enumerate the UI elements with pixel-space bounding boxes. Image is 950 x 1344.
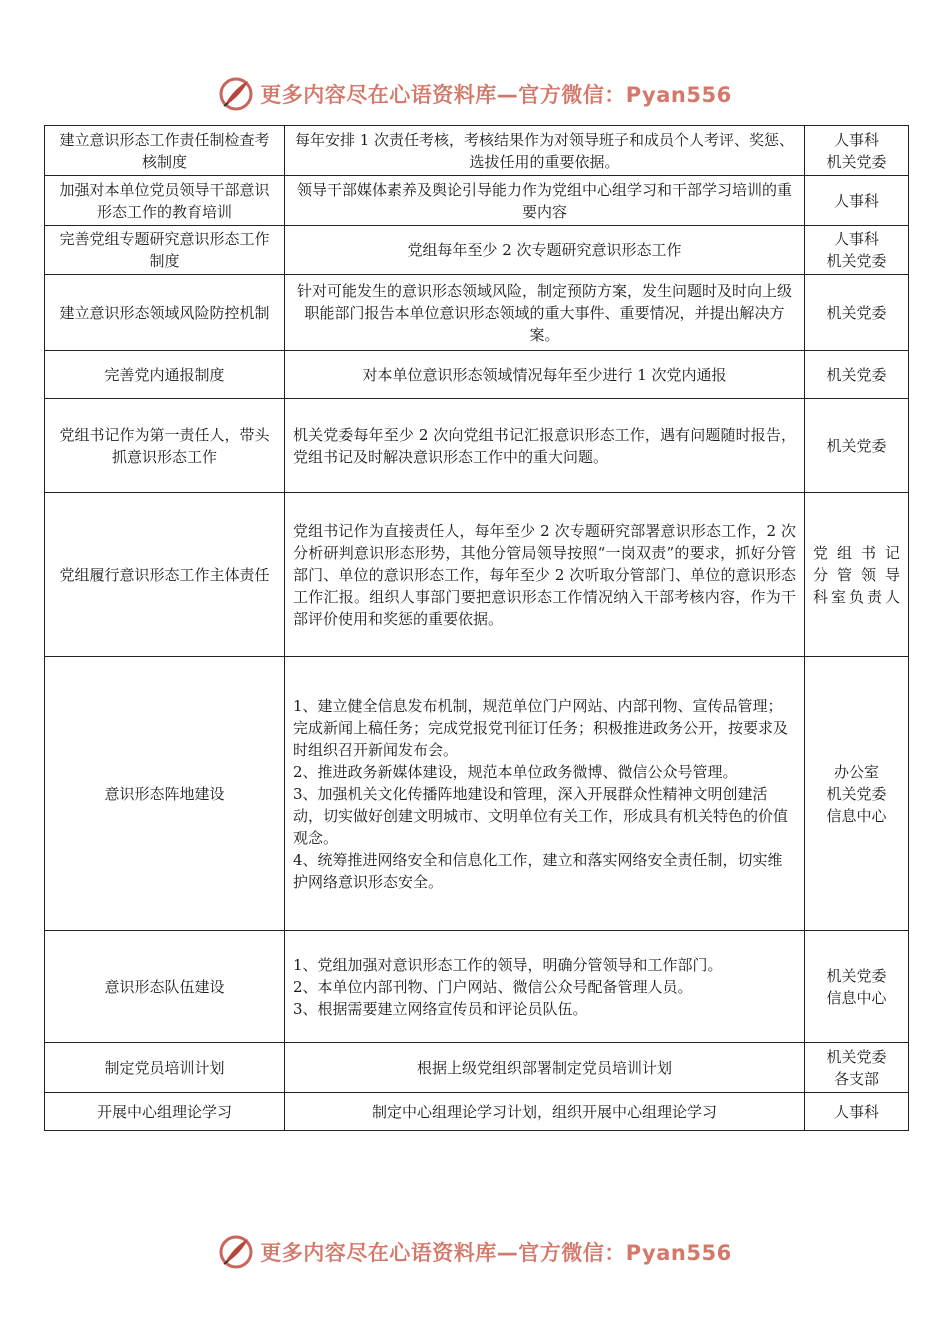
- item-cell: 加强对本单位党员领导干部意识形态工作的教育培训: [45, 176, 285, 226]
- dept-cell: 机关党委 各支部: [805, 1043, 909, 1093]
- pen-circle-logo-icon: [218, 76, 254, 112]
- banner-text: 更多内容尽在心语资料库—官方微信：Pyan556: [260, 83, 732, 107]
- table-row: [45, 1093, 909, 1131]
- dept-cell: 机关党委: [805, 275, 909, 351]
- responsibility-table: [44, 125, 909, 1131]
- table-row: [45, 493, 909, 657]
- header-banner: [0, 72, 950, 116]
- dept-line: 科室负责人: [813, 587, 900, 606]
- pen-circle-logo-icon: [218, 1234, 254, 1270]
- dept-line: 党组书记: [813, 543, 900, 562]
- dept-cell: 机关党委 信息中心: [805, 931, 909, 1043]
- content-cell: 1、建立健全信息发布机制，规范单位门户网站、内部刊物、宣传品管理；完成新闻上稿任务；完成党报党刊征订任务；积极推进政务公开，按要求及时组织召开新闻发布会。 2、推进政务新媒体建设，规范本单位政务微博、微信公众号管理。 3、加强机关文化传播阵地建设和管理，深入开展群众性精神文明创建活动，切实做好创建文明城市、文明单位有关工作，形成具有机关特色的价值观念。 4、统筹推进网络安全和信息化工作，建立和落实网络安全责任制，切实维护网络意识形态安全。: [285, 657, 805, 931]
- content-cell: 领导干部媒体素养及舆论引导能力作为党组中心组学习和干部学习培训的重要内容: [285, 176, 805, 226]
- content-cell: 制定中心组理论学习计划，组织开展中心组理论学习: [285, 1093, 805, 1131]
- item-cell: 意识形态阵地建设: [45, 657, 285, 931]
- table-row: [45, 275, 909, 351]
- banner-text: 更多内容尽在心语资料库—官方微信：Pyan556: [260, 1241, 732, 1265]
- dept-line: 分管领导: [813, 565, 900, 584]
- dept-cell: 机关党委: [805, 399, 909, 493]
- table-row: [45, 226, 909, 275]
- dept-cell: 人事科: [805, 1093, 909, 1131]
- table-row: [45, 351, 909, 399]
- table-row: [45, 176, 909, 226]
- dept-cell: 机关党委: [805, 351, 909, 399]
- table-row: [45, 931, 909, 1043]
- item-cell: 建立意识形态工作责任制检查考核制度: [45, 126, 285, 176]
- table-row: [45, 399, 909, 493]
- item-cell: 意识形态队伍建设: [45, 931, 285, 1043]
- content-cell: 针对可能发生的意识形态领域风险，制定预防方案，发生问题时及时向上级职能部门报告本单位意识形态领域的重大事件、重要情况，并提出解决方案。: [285, 275, 805, 351]
- dept-cell: 办公室 机关党委 信息中心: [805, 657, 909, 931]
- footer-banner: [0, 1230, 950, 1274]
- content-cell: 根据上级党组织部署制定党员培训计划: [285, 1043, 805, 1093]
- item-cell: 建立意识形态领域风险防控机制: [45, 275, 285, 351]
- item-cell: 开展中心组理论学习: [45, 1093, 285, 1131]
- content-cell: 1、党组加强对意识形态工作的领导，明确分管领导和工作部门。 2、本单位内部刊物、门户网站、微信公众号配备管理人员。 3、根据需要建立网络宣传员和评论员队伍。: [285, 931, 805, 1043]
- item-cell: 完善党组专题研究意识形态工作制度: [45, 226, 285, 275]
- table-row: [45, 657, 909, 931]
- item-cell: 完善党内通报制度: [45, 351, 285, 399]
- content-cell: 党组书记作为直接责任人，每年至少 2 次专题研究部署意识形态工作，2 次分析研判意识形态形势，其他分管局领导按照“一岗双责”的要求，抓好分管部门、单位的意识形态工作，每年至少 2 次听取分管部门、单位的意识形态工作汇报。组织人事部门要把意识形态工作情况纳入干部考核内容，作为干部评价使用和奖惩的重要依据。: [285, 493, 805, 657]
- content-cell: 机关党委每年至少 2 次向党组书记汇报意识形态工作，遇有问题随时报告，党组书记及时解决意识形态工作中的重大问题。: [285, 399, 805, 493]
- dept-cell: [805, 493, 909, 657]
- item-cell: 党组书记作为第一责任人，带头抓意识形态工作: [45, 399, 285, 493]
- item-cell: 制定党员培训计划: [45, 1043, 285, 1093]
- table-row: [45, 126, 909, 176]
- content-cell: 党组每年至少 2 次专题研究意识形态工作: [285, 226, 805, 275]
- content-cell: 每年安排 1 次责任考核，考核结果作为对领导班子和成员个人考评、奖惩、选拔任用的重要依据。: [285, 126, 805, 176]
- item-cell: 党组履行意识形态工作主体责任: [45, 493, 285, 657]
- dept-cell: 人事科 机关党委: [805, 226, 909, 275]
- content-cell: 对本单位意识形态领域情况每年至少进行 1 次党内通报: [285, 351, 805, 399]
- dept-cell: 人事科: [805, 176, 909, 226]
- table-row: [45, 1043, 909, 1093]
- dept-cell: 人事科 机关党委: [805, 126, 909, 176]
